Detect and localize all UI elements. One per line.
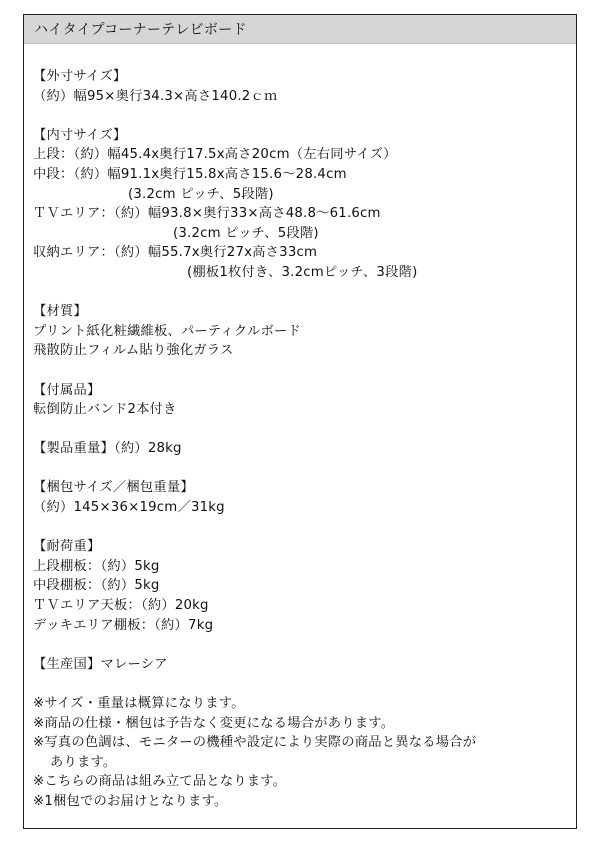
outer-size-value: （約）幅95×奥行34.3×高さ140.2ｃｍ xyxy=(33,88,278,104)
note-2: ※商品の仕様・梱包は予告なく変更になる場合があります。 xyxy=(33,715,395,731)
title-bar xyxy=(24,15,576,44)
note-1: ※サイズ・重量は概算になります。 xyxy=(33,696,245,711)
outer-size-heading: 【外寸サイズ】 xyxy=(33,69,127,84)
accessories-line-1: 転倒防止バンド2本付き xyxy=(33,402,177,418)
note-3: ※写真の色調は、モニターの機種や設定により実際の商品と異なる場合が xyxy=(33,735,477,751)
inner-size-storage: 収納エリア：（約）幅55.7x奥行27x高さ33cm xyxy=(33,245,318,261)
load-section xyxy=(33,537,576,635)
inner-size-tv-note: (3.2cm ピッチ、5段階) xyxy=(173,225,319,241)
spec-content xyxy=(24,44,576,812)
notes-section xyxy=(33,694,576,812)
country-of-origin: 【生産国】マレーシア xyxy=(33,656,168,672)
load-middle-shelf: 中段棚板：（約）5kg xyxy=(33,578,160,594)
inner-size-section xyxy=(33,126,576,283)
load-heading: 【耐荷重】 xyxy=(33,539,101,555)
inner-size-heading: 【内寸サイズ】 xyxy=(33,127,127,143)
page-title: ハイタイプコーナーテレビボード xyxy=(34,22,247,38)
accessories-heading: 【付属品】 xyxy=(33,382,101,398)
note-5: ※1梱包でのお届けとなります。 xyxy=(33,793,228,809)
origin-section xyxy=(33,655,576,675)
inner-size-upper: 上段：（約）幅45.4x奥行17.5x高さ20cm（左右同サイズ） xyxy=(33,147,397,163)
spec-frame xyxy=(23,14,577,829)
package-value: （約）145×36×19cm／31kg xyxy=(33,500,225,516)
load-deck-shelf: デッキエリア棚板：（約）7kg xyxy=(33,617,214,633)
weight-section xyxy=(33,439,576,459)
inner-size-middle: 中段：（約）幅91.1x奥行15.8x高さ15.6～28.4cm xyxy=(33,166,347,182)
accessories-section xyxy=(33,381,576,420)
material-line-1: プリント紙化粧繊維板、パーティクルボード xyxy=(33,323,301,339)
material-heading: 【材質】 xyxy=(33,304,87,320)
package-section xyxy=(33,478,576,517)
inner-size-middle-note: (3.2cm ピッチ、5段階) xyxy=(128,186,274,202)
load-tv-top: ＴＶエリア天板：（約）20kg xyxy=(33,598,209,614)
material-section xyxy=(33,302,576,361)
note-3-continued: あります。 xyxy=(50,754,117,770)
load-upper-shelf: 上段棚板：（約）5kg xyxy=(33,558,160,574)
inner-size-tv: ＴＶエリア：（約）幅93.8×奥行33×高さ48.8～61.6cm xyxy=(33,206,381,222)
product-weight: 【製品重量】（約）28kg xyxy=(33,441,182,457)
package-heading: 【梱包サイズ／梱包重量】 xyxy=(33,480,194,496)
outer-size-section xyxy=(33,67,576,106)
inner-size-storage-note: (棚板1枚付き、3.2cmピッチ、3段階) xyxy=(187,264,418,280)
material-line-2: 飛散防止フィルム貼り強化ガラス xyxy=(33,343,234,359)
note-4: ※こちらの商品は組み立て品となります。 xyxy=(33,774,287,790)
